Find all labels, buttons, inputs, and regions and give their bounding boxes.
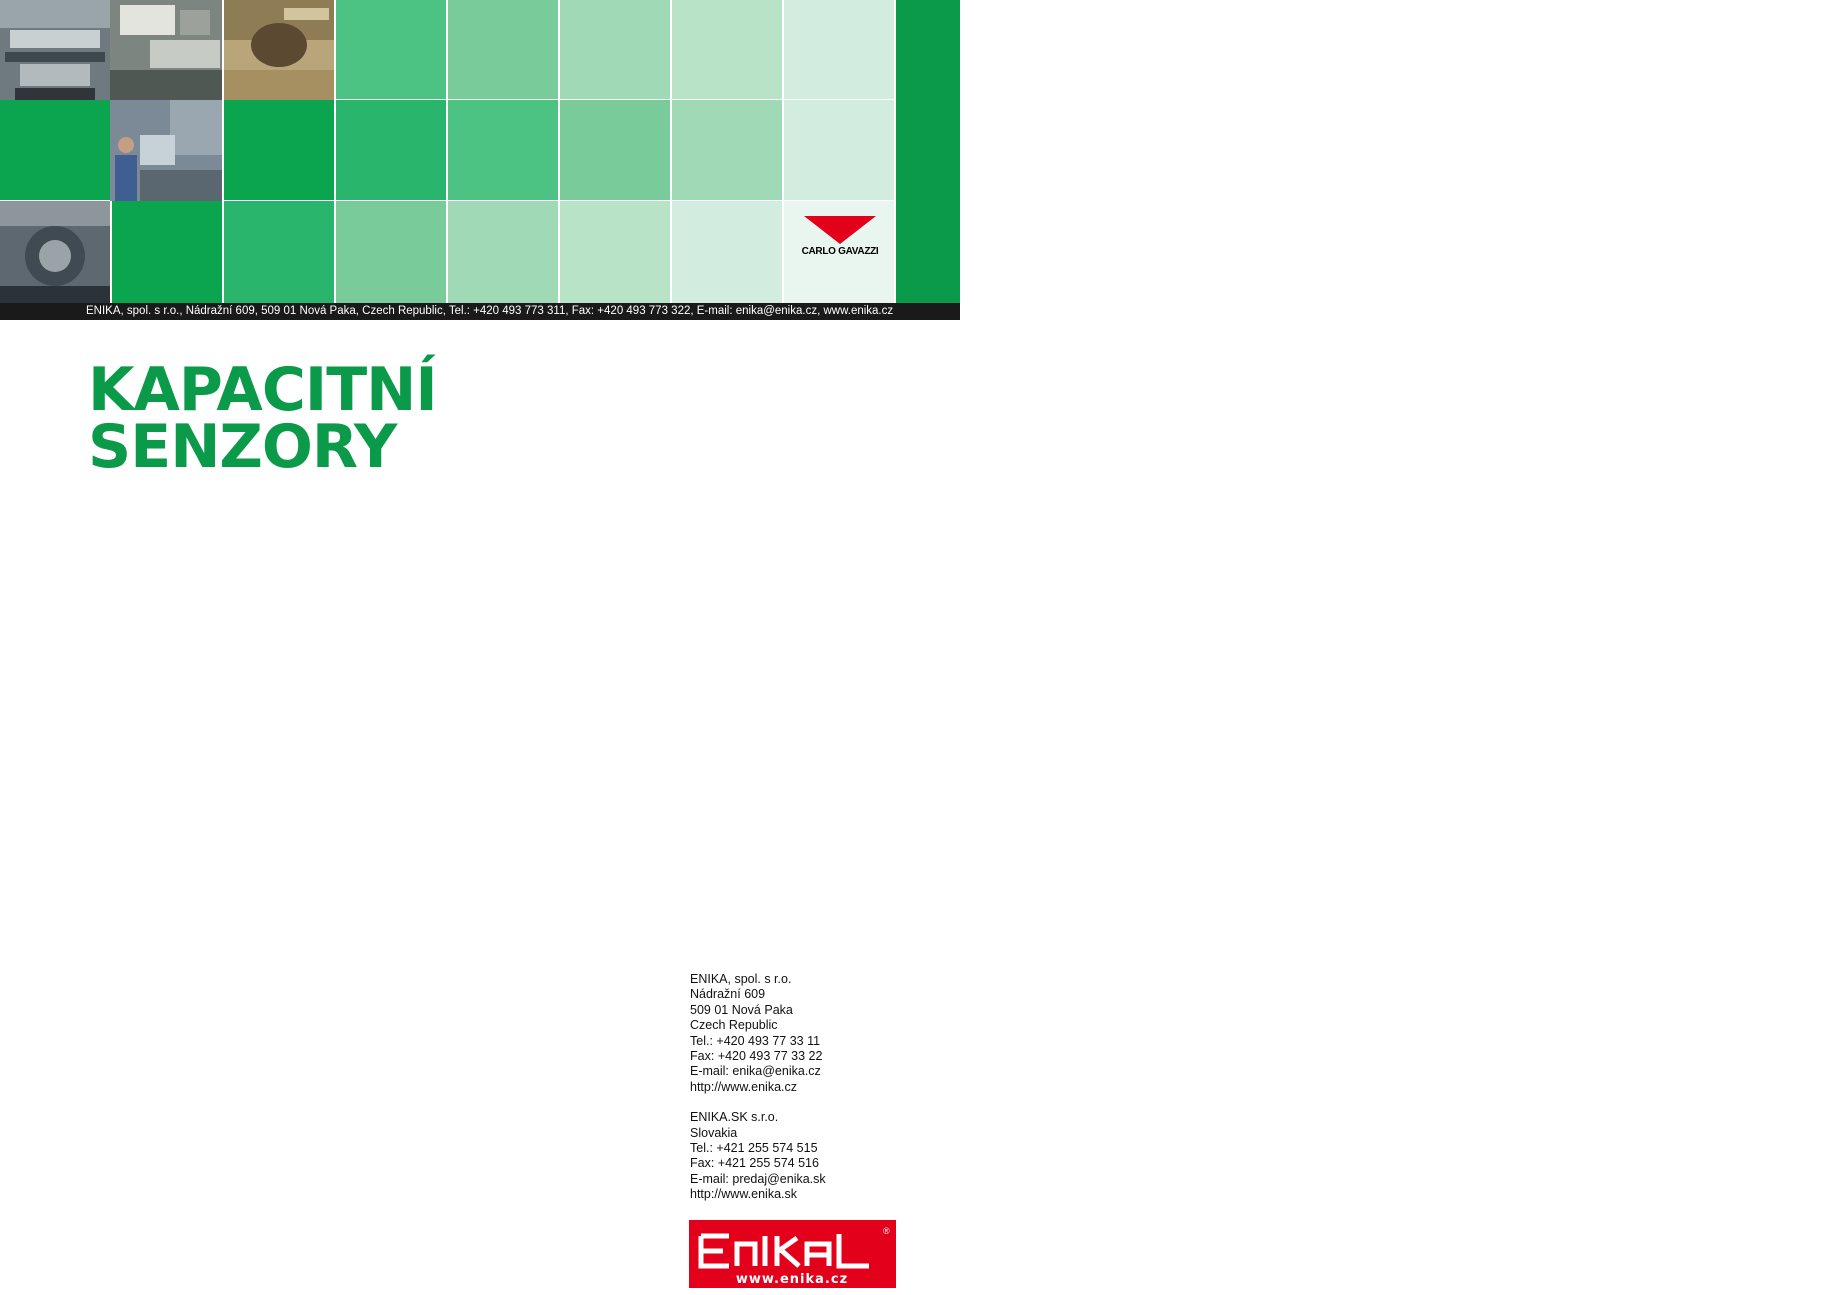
grid-tile	[336, 201, 446, 303]
grid-tile	[448, 0, 558, 99]
carlo-gavazzi-triangle-shape	[804, 216, 876, 244]
photo-conveyor-machinery	[0, 0, 110, 100]
grid-tile	[336, 100, 446, 200]
contact-cz-street: Nádražní 609	[690, 987, 766, 1002]
grid-tile	[672, 100, 782, 200]
contact-cz-fax: Fax: +420 493 77 33 22	[690, 1049, 823, 1064]
contact-sk-phone: Tel.: +421 255 574 515	[690, 1141, 818, 1156]
page-title	[88, 355, 437, 482]
contact-cz-city: 509 01 Nová Paka	[690, 1002, 793, 1017]
side-url-strip	[896, 0, 1838, 303]
enika-logo-url: www.enika.cz	[735, 1272, 849, 1287]
contact-cz-phone: Tel.: +420 493 77 33 11	[690, 1033, 821, 1048]
grid-tile	[672, 0, 782, 99]
carlo-gavazzi-triangle-icon	[800, 214, 880, 246]
photo-excavator	[224, 0, 334, 100]
carlo-gavazzi-wordmark: CARLO GAVAZZI	[801, 246, 879, 257]
grid-tile	[784, 100, 894, 200]
contact-cz-company: ENIKA, spol. s r.o.	[690, 972, 792, 986]
title-line-2: SENZORY	[88, 412, 397, 482]
grid-tile	[560, 201, 670, 303]
title-line-1: KAPACITNÍ	[88, 355, 437, 425]
contact-cz-web: http://www.enika.cz	[690, 1079, 797, 1094]
grid-tile	[224, 100, 334, 200]
grid-tile	[448, 100, 558, 200]
photo-industrial-assembly	[0, 201, 110, 303]
photo-control-cabinet	[110, 0, 222, 100]
grid-tile	[560, 100, 670, 200]
contact-block	[690, 972, 826, 1203]
contact-sk-fax: Fax: +421 255 574 516	[690, 1156, 819, 1171]
grid-tile	[0, 100, 110, 200]
contact-sk-company: ENIKA.SK s.r.o.	[690, 1110, 779, 1125]
contact-sk-email: E-mail: predaj@enika.sk	[690, 1171, 826, 1186]
contact-spacer	[690, 1095, 826, 1110]
enika-logo	[689, 1220, 896, 1288]
grid-tile	[784, 0, 894, 99]
grid-tile	[336, 0, 446, 99]
grid-tile	[112, 201, 222, 303]
carlo-gavazzi-logo	[800, 214, 880, 264]
contact-sk-country: Slovakia	[690, 1125, 738, 1140]
photo-operator-at-panel	[110, 100, 222, 201]
grid-tile	[672, 201, 782, 303]
registered-mark: ®	[883, 1226, 890, 1236]
company-info-bar: ENIKA, spol. s r.o., Nádražní 609, 509 01 Nová Paka, Czech Republic, Tel.: +420 493 773 311, Fax: +420 493 773 322, E-mail: enika@enika.cz, www.enika.cz	[0, 303, 960, 320]
grid-tile	[224, 201, 334, 303]
grid-tile	[448, 201, 558, 303]
contact-cz-country: Czech Republic	[690, 1018, 778, 1033]
grid-tile	[560, 0, 670, 99]
contact-cz-email: E-mail: enika@enika.cz	[690, 1064, 821, 1079]
contact-sk-web: http://www.enika.sk	[690, 1187, 797, 1202]
website-vertical-text: www.enika.cz	[1809, 81, 1838, 239]
